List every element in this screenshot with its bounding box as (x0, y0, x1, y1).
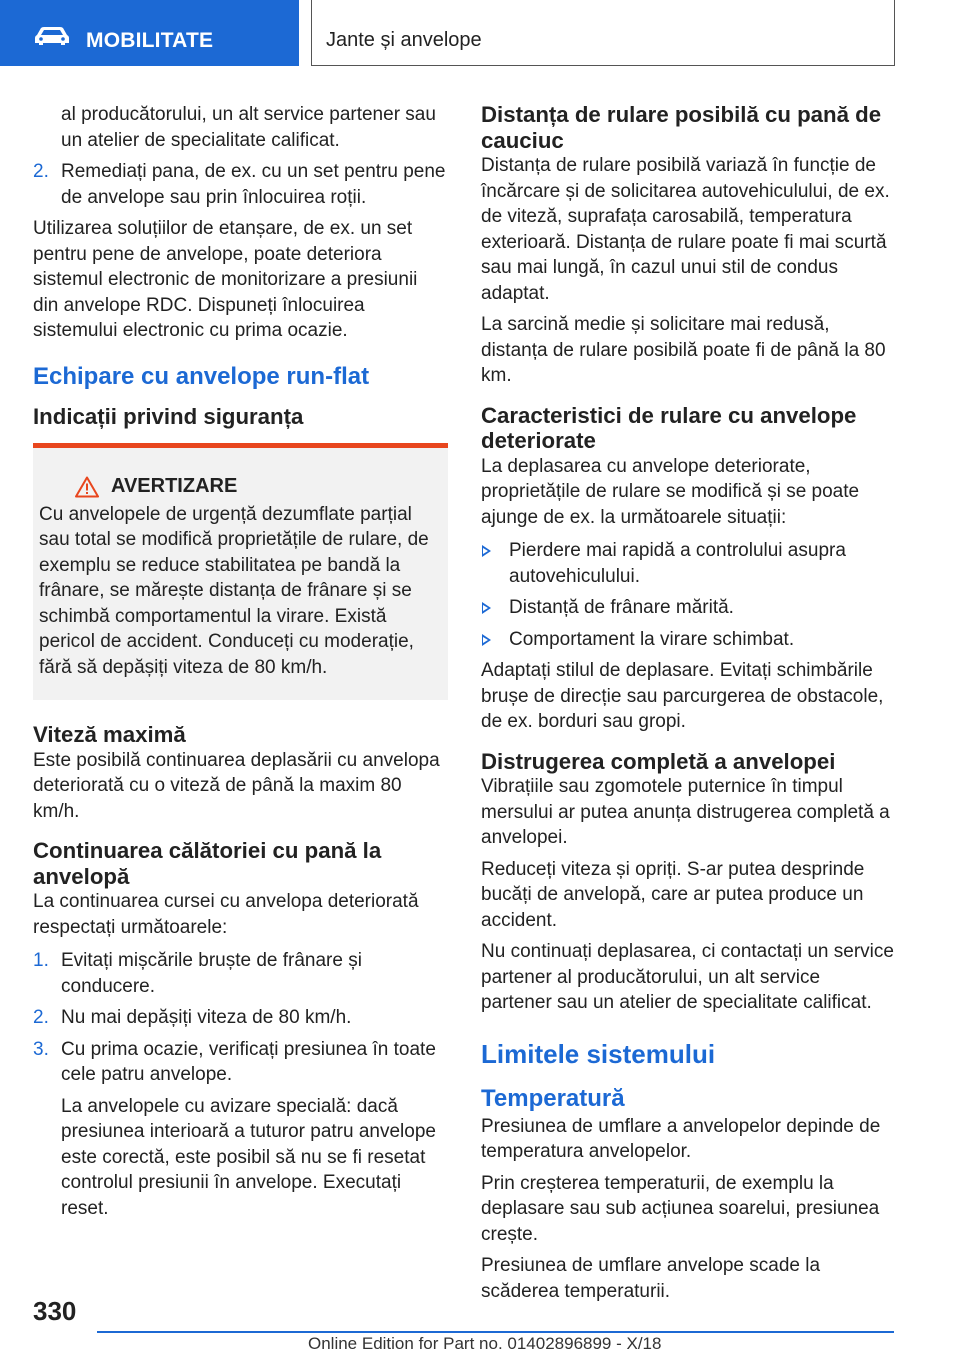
paragraph: Vibrațiile sau zgomotele puternice în timpul mersului ar putea anunța distrugerea completă a anvelopei. (481, 776, 890, 848)
list-item (33, 1005, 448, 1031)
warning-body: Cu anvelopele de urgență dezumflate parțial sau total se modifică proprietățile de rulare, de exemplu se reduce stabilitatea pe bandă la frânare, se mărește distanța de frânare și se schimbă comportamentul la virare. Există pericol de accident. Conduceți cu moderație, fără să depășiți viteza de 80 km/h. (39, 503, 429, 678)
paragraph: La deplasarea cu anvelope deteriorate, proprietățile de rulare se modifică și se poate ajunge de ex. la următoarele situații: (481, 455, 860, 528)
step-note: La anvelopele cu avizare specială: dacă presiunea interioară a tuturor patru anvelope este corectă, este posibil să nu se fi resetat controlul presiunii în anvelope. Executați reset. (61, 1095, 436, 1219)
list-text: Nu mai depășiți viteza de 80 km/h. (61, 1007, 352, 1028)
chapter-label: Jante și anvelope (326, 29, 482, 51)
bullet-item (481, 538, 895, 589)
warning-icon (75, 476, 99, 498)
list-number: 3. (33, 1038, 49, 1060)
bullet-text: Pierdere mai rapidă a controlului asupra autovehiculului. (509, 540, 846, 587)
paragraph: Prin creșterea temperaturii, de exemplu la deplasare sau sub acțiunea soarelui, presiunea crește. (481, 1172, 880, 1245)
list-item (33, 948, 448, 999)
heading-runflat: Echipare cu anvelope run-flat (33, 362, 370, 390)
bullet-triangle-icon (482, 545, 491, 557)
heading-temperature: Temperatură (481, 1084, 625, 1112)
bullet-item (481, 595, 895, 621)
warning-box (33, 443, 448, 700)
list-number: 2. (33, 1007, 49, 1028)
paragraph: La continuarea cursei cu anvelopa deteriorată respectați următoarele: (33, 891, 419, 938)
bullet-item (481, 627, 895, 653)
list-number: 1. (33, 950, 49, 971)
page-number: 330 (33, 1296, 77, 1326)
list-item (33, 159, 448, 210)
list-item-continuation: al producătorului, un alt service partener sau un atelier de specialitate calificat. (61, 104, 436, 151)
footer-edition: Online Edition for Part no. 01402896899 - X/18 (308, 1334, 662, 1353)
chapter-box[interactable] (311, 0, 895, 66)
section-tab[interactable] (0, 0, 299, 66)
heading-safety: Indicații privind siguranța (33, 403, 304, 429)
paragraph: Presiunea de umflare a anvelopelor depinde de temperatura anvelopelor. (481, 1115, 881, 1162)
bullet-text: Comportament la virare schimbat. (509, 628, 795, 650)
list-number: 2. (33, 161, 49, 182)
right-column (481, 102, 895, 1310)
paragraph: Distanța de rulare posibilă variază în funcție de încărcare și de solicitarea autovehiculului, de ex. de viteză, suprafața carosabilă, temperatura exterioară. Distanța de rulare poate fi mai scurtă sau mai lungă, în cazul unui stil de condus adaptat. (481, 155, 890, 304)
warning-title-text: AVERTIZARE (111, 475, 238, 497)
list-text: Evitați mișcările bruște de frânare și conducere. (61, 950, 362, 997)
paragraph: Reduceți viteza și opriți. S-ar putea desprinde bucăți de anvelopă, care ar putea produce un accident. (481, 858, 865, 931)
list-item (33, 1037, 448, 1088)
paragraph: La sarcină medie și solicitare mai redusă, distanța de rulare posibilă poate fi de până la 80 km. (481, 314, 886, 386)
heading-characteristics: Caracteristici de rulare cu anvelope deteriorate (481, 402, 857, 453)
heading-destroy: Distrugerea completă a anvelopei (481, 748, 836, 774)
bullet-triangle-icon (482, 602, 491, 614)
heading-limits: Limitele sistemului (481, 1038, 716, 1069)
page-header (0, 0, 960, 66)
paragraph: Este posibilă continuarea deplasării cu anvelopa deteriorată cu o viteză de până la maxim 80 km/h. (33, 749, 440, 822)
heading-continue: Continuarea călătoriei cu pană la anvelopă (33, 838, 382, 889)
list-text: Cu prima ocazie, verificați presiunea în toate cele patru anvelope. (61, 1038, 436, 1085)
car-icon (34, 26, 70, 46)
heading-speed: Viteză maximă (33, 722, 186, 747)
paragraph: Utilizarea soluțiilor de etanșare, de ex. un set pentru pene de anvelope, poate deteriora sistemul electronic de monitorizare a presiunii din anvelope RDC. Dispuneți înlocuirea sistemului electronic cu prima ocazie. (33, 218, 418, 341)
paragraph: Nu continuați deplasarea, ci contactați un service partener al producătorului, un alt service partener sau un atelier de specialitate calificat. (481, 941, 894, 1013)
warning-title (75, 474, 438, 500)
list-text: Remediați pana, de ex. cu un set pentru pene de anvelope sau prin înlocuirea roții. (61, 161, 446, 208)
bullet-text: Distanță de frânare mărită. (509, 597, 734, 618)
heading-distance: Distanța de rulare posibilă cu pană de cauciuc (481, 102, 882, 153)
paragraph: Adaptați stilul de deplasare. Evitați schimbările brușe de direcție sau parcurgerea de obstacole, de ex. borduri sau gropi. (481, 660, 884, 732)
section-label: MOBILITATE (86, 29, 214, 52)
paragraph: Presiunea de umflare anvelope scade la scăderea temperaturii. (481, 1255, 821, 1302)
left-column (33, 102, 448, 1227)
footer-divider (97, 1331, 894, 1333)
bullet-triangle-icon (482, 634, 491, 646)
